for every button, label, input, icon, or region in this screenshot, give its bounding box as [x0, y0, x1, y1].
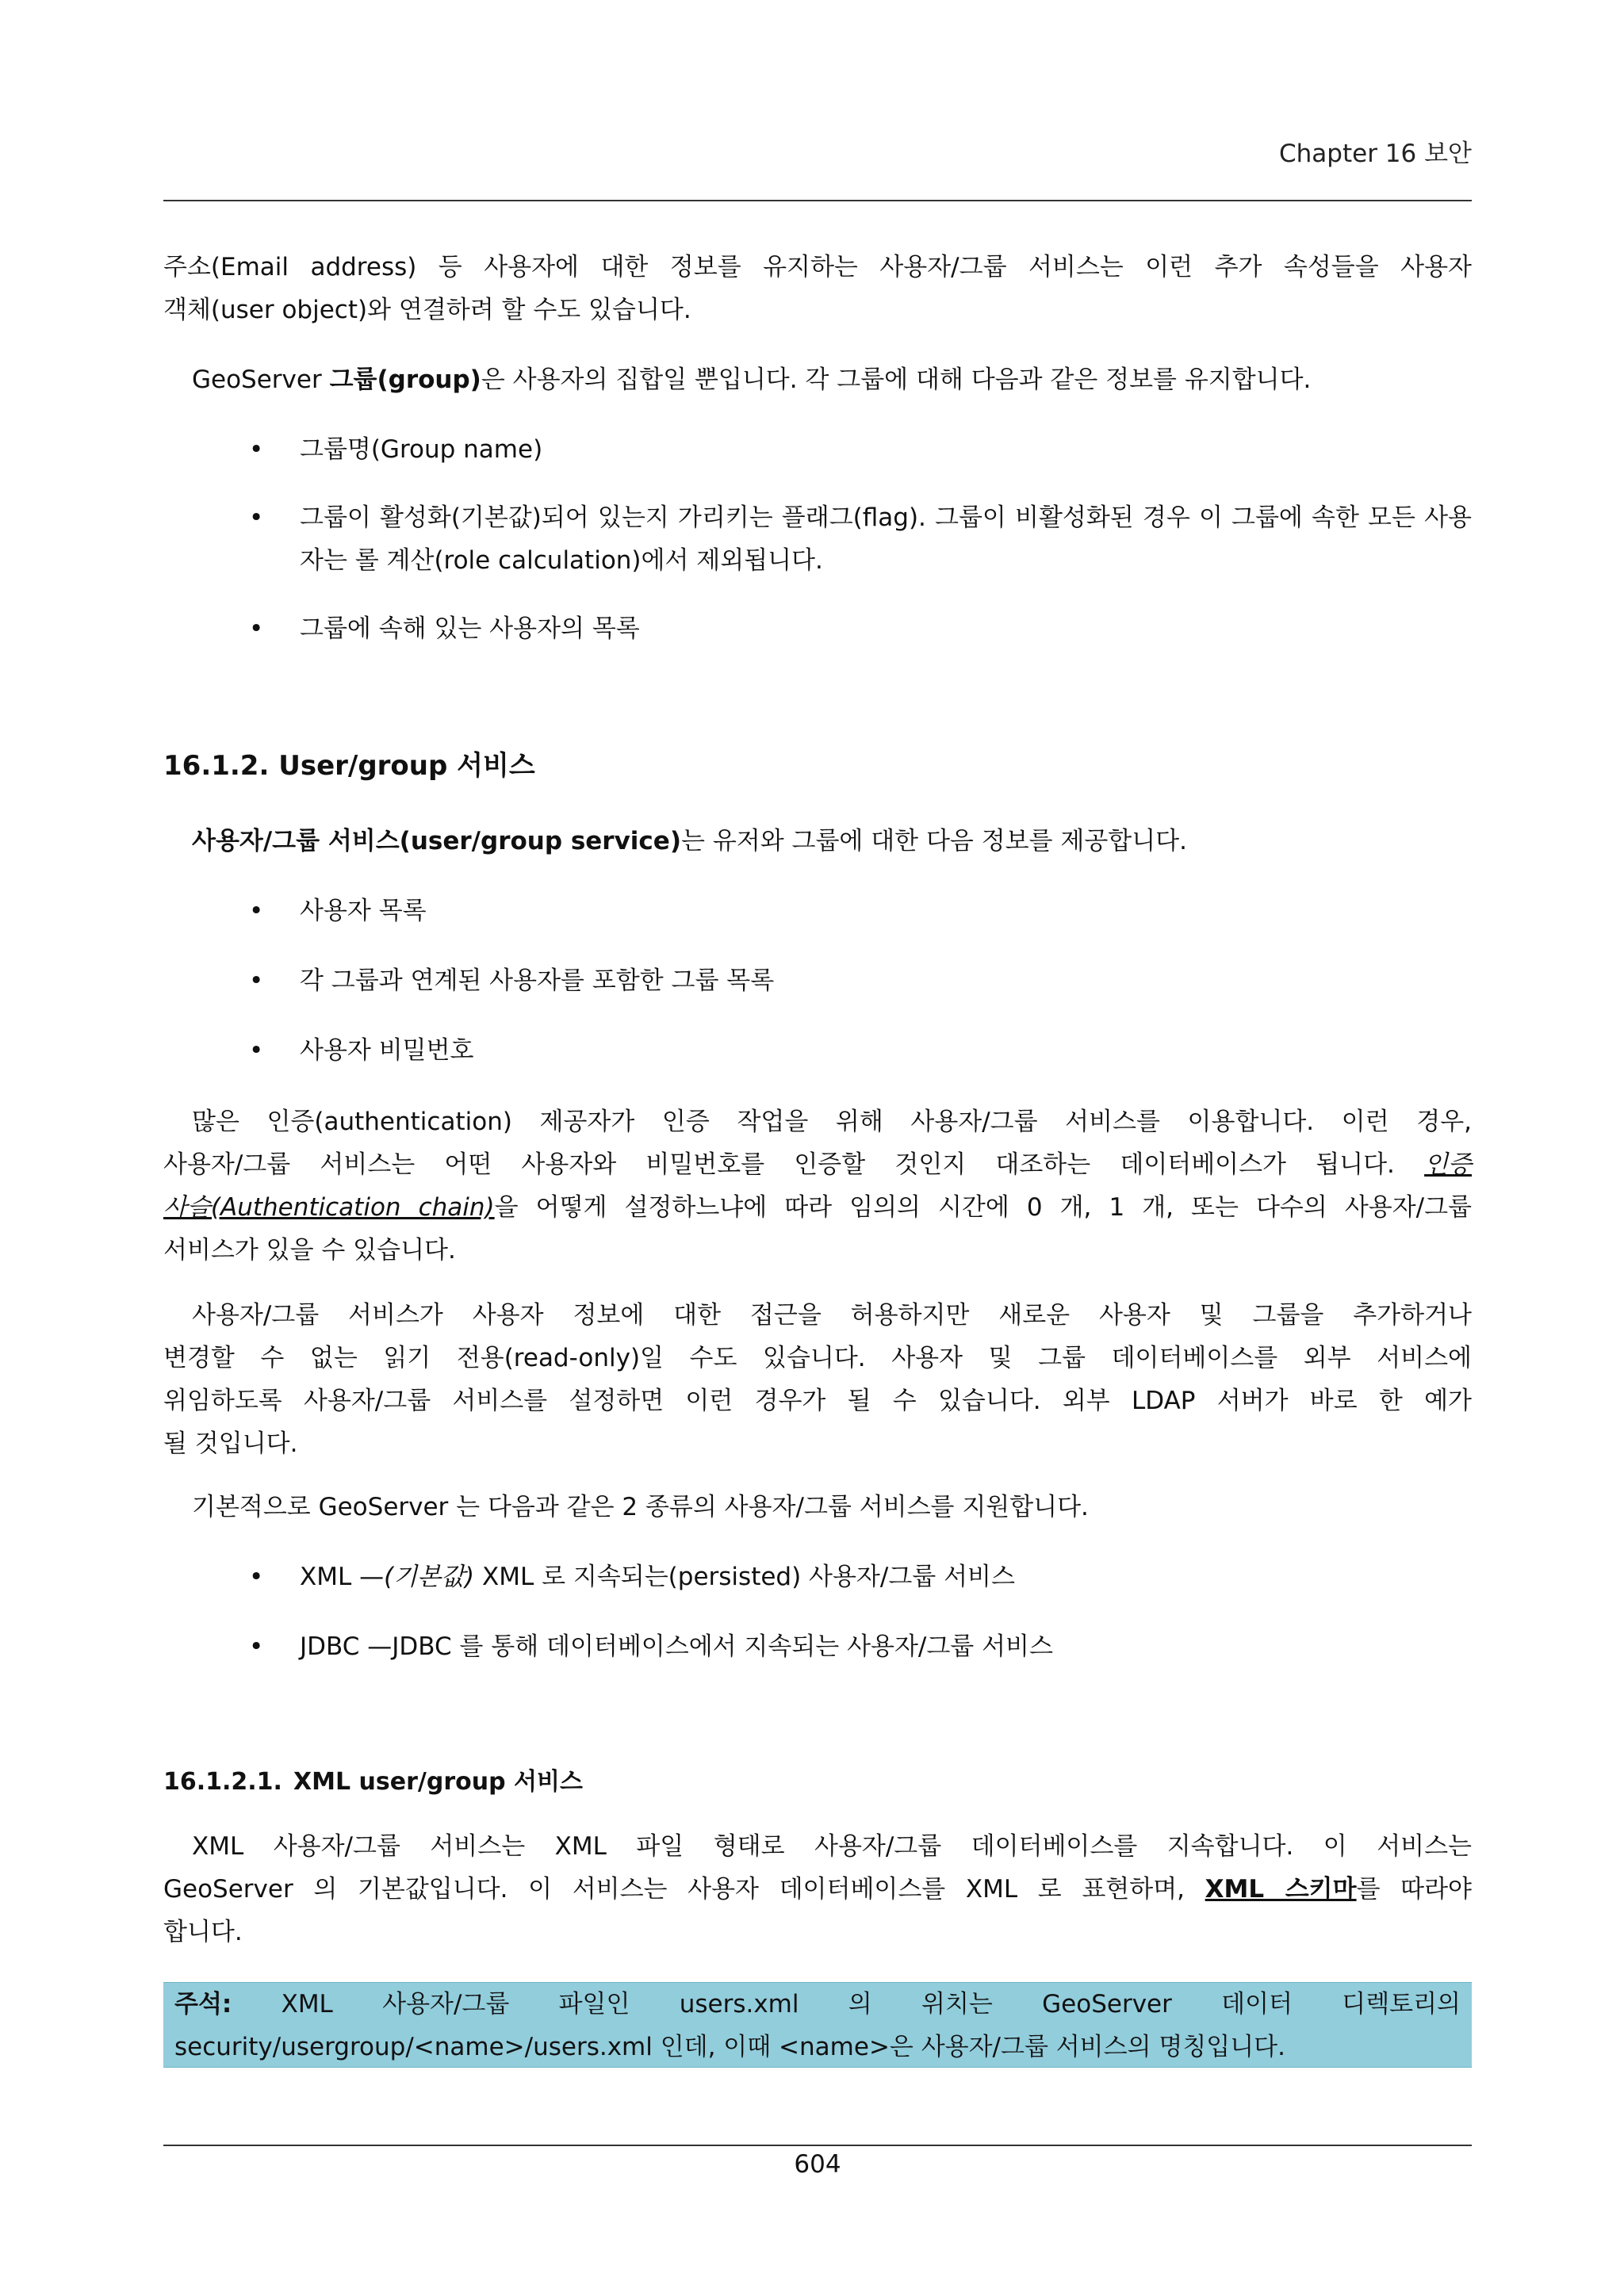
xml-line-2-pre: GeoServer 의 기본값입니다. 이 서비스는 사용자 데이터베이스를 XML 로 표현하며,	[163, 1875, 1205, 1904]
note-word: 파일인	[558, 1990, 630, 2019]
bullet-text: 각 그룹과 연계된 사용자를 포함한 그룹 목록	[300, 966, 775, 995]
subsection-title: XML user/group 서비스	[293, 1768, 583, 1796]
section-number: 16.1.2.	[163, 750, 270, 782]
note-label: 주석:	[174, 1990, 232, 2019]
note-line-1	[174, 1983, 1461, 2026]
note-word: 사용자/그룹	[382, 1990, 510, 2019]
bullet-icon: •	[249, 614, 264, 643]
auth-chain-link-part2[interactable]: 사슬(Authentication chain)	[163, 1193, 495, 1222]
xml-paragraph	[163, 1825, 1472, 1954]
service-term: 사용자/그룹 서비스(user/group service)	[192, 827, 682, 855]
note-word: XML	[281, 1990, 333, 2019]
note-word: 의	[848, 1990, 872, 2019]
footer-rule	[163, 2145, 1472, 2146]
xml-desc: XML 로 지속되는(persisted) 사용자/그룹 서비스	[474, 1563, 1015, 1591]
service-bullet-3	[163, 1029, 1472, 1072]
xml-line-1: XML 사용자/그룹 서비스는 XML 파일 형태로 사용자/그룹 데이터베이스를 지속합니다. 이 서비스는	[192, 1832, 1472, 1861]
default-paragraph: 기본적으로 GeoServer 는 다음과 같은 2 종류의 사용자/그룹 서비스를 지원합니다.	[192, 1493, 1089, 1521]
service-bullet-2	[163, 959, 1472, 1002]
document-page	[163, 0, 1472, 2296]
intro-line-2: 객체(user object)와 연결하려 할 수도 있습니다.	[163, 296, 691, 324]
readonly-line-1: 사용자/그룹 서비스가 사용자 정보에 대한 접근을 허용하지만 새로운 사용자 및 그룹을 추가하거나	[192, 1301, 1472, 1330]
note-line-2: security/usergroup/<name>/users.xml 인데, 이때 <name>은 사용자/그룹 서비스의 명칭입니다.	[174, 2033, 1285, 2061]
note-word: users.xml	[679, 1990, 799, 2019]
group-bullet-3	[163, 607, 1472, 650]
note-box	[163, 1982, 1472, 2068]
bullet-icon: •	[249, 966, 264, 995]
auth-chain-link-part1[interactable]: 인증	[1424, 1150, 1472, 1179]
subsection-heading	[163, 1762, 583, 1797]
auth-line-2-text: 사용자/그룹 서비스는 어떤 사용자와 비밀번호를 인증할 것인지 대조하는 데이터베이스가 됩니다.	[163, 1150, 1425, 1179]
readonly-line-3: 위임하도록 사용자/그룹 서비스를 설정하면 이런 경우가 될 수 있습니다. 외부 LDAP 서버가 바로 한 예가	[163, 1387, 1472, 1415]
service-paragraph	[163, 820, 1472, 863]
auth-line-4: 서비스가 있을 수 있습니다.	[163, 1236, 456, 1265]
section-title: User/group 서비스	[278, 750, 535, 782]
group-para-post: 은 사용자의 집합일 뿐입니다. 각 그룹에 대해 다음과 같은 정보를 유지합니다.	[481, 365, 1312, 394]
group-bullet-1	[163, 428, 1472, 471]
intro-line-1: 주소(Email address) 등 사용자에 대한 정보를 유지하는 사용자/그룹 서비스는 이런 추가 속성들을 사용자	[163, 253, 1472, 281]
note-word: 데이터	[1221, 1990, 1293, 2019]
bullet-text	[300, 1556, 1472, 1598]
group-para-pre: GeoServer	[192, 365, 330, 394]
group-paragraph	[163, 358, 1472, 401]
running-header: Chapter 16 보안	[1279, 140, 1472, 168]
types-bullet-2	[163, 1625, 1472, 1668]
note-word: 위치는	[921, 1990, 993, 2019]
auth-line-3-text: 을 어떻게 설정하느냐에 따라 임의의 시간에 0 개, 1 개, 또는 다수의 사용자/그룹	[494, 1193, 1472, 1222]
bullet-icon: •	[249, 1563, 264, 1591]
xml-line-2	[163, 1868, 1472, 1911]
xml-label: XML —	[300, 1563, 385, 1591]
bullet-text: 사용자 목록	[300, 897, 427, 925]
intro-paragraph	[163, 246, 1472, 331]
auth-paragraph	[163, 1100, 1472, 1272]
bullet-icon: •	[249, 503, 264, 532]
xml-line-2-post: 를 따라야	[1356, 1875, 1472, 1904]
section-heading	[163, 744, 535, 783]
bullet-text: JDBC —JDBC 를 통해 데이터베이스에서 지속되는 사용자/그룹 서비스	[300, 1632, 1053, 1661]
auth-line-1: 많은 인증(authentication) 제공자가 인증 작업을 위해 사용자/그룹 서비스를 이용합니다. 이런 경우,	[192, 1108, 1472, 1136]
service-bullet-1	[163, 890, 1472, 932]
note-word: GeoServer	[1042, 1990, 1172, 2019]
bullet-text: 그룹에 속해 있는 사용자의 목록	[300, 614, 640, 643]
bullet-text: 그룹명(Group name)	[300, 435, 543, 464]
group-term: 그룹(group)	[329, 365, 481, 394]
readonly-line-4: 될 것입니다.	[163, 1429, 298, 1458]
page-number: 604	[794, 2150, 841, 2179]
bullet-text: 사용자 비밀번호	[300, 1036, 474, 1065]
auth-line-3	[163, 1186, 1472, 1229]
bullet-icon: •	[249, 435, 264, 464]
bullet-icon: •	[249, 1036, 264, 1065]
auth-line-2	[163, 1143, 1472, 1186]
readonly-line-2: 변경할 수 없는 읽기 전용(read-only)일 수도 있습니다. 사용자 및 그룹 데이터베이스를 외부 서비스에	[163, 1344, 1472, 1372]
bullet-icon: •	[249, 897, 264, 925]
default-italic: (기본값)	[384, 1563, 475, 1591]
group-bullet-2	[163, 496, 1472, 582]
service-para-post: 는 유저와 그룹에 대한 다음 정보를 제공합니다.	[681, 827, 1187, 855]
readonly-paragraph	[163, 1294, 1472, 1465]
xml-line-3: 합니다.	[163, 1918, 243, 1946]
header-rule	[163, 200, 1472, 201]
subsection-number: 16.1.2.1.	[163, 1768, 282, 1796]
bullet-icon: •	[249, 1632, 264, 1661]
types-bullet-1	[163, 1556, 1472, 1598]
note-word: 디렉토리의	[1342, 1990, 1461, 2019]
bullet-text: 그룹이 활성화(기본값)되어 있는지 가리키는 플래그(flag). 그룹이 비활성화된 경우 이 그룹에 속한 모든 사용자는 롤 계산(role calculation)에서 제외됩니다.	[300, 503, 1472, 575]
xml-schema-link[interactable]: XML 스키마	[1205, 1875, 1357, 1904]
